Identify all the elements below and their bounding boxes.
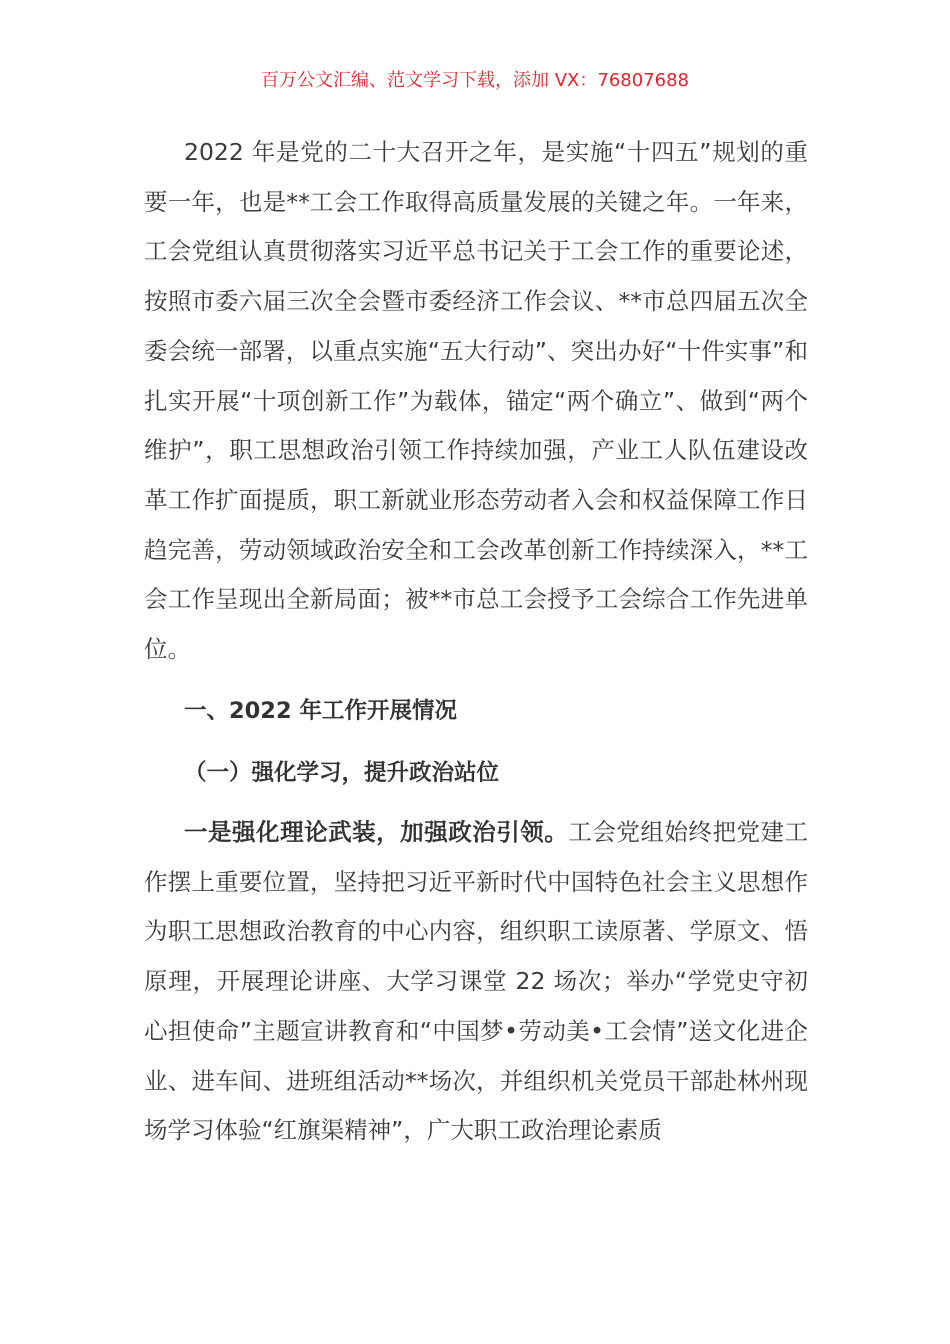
promo-header: 百万公文汇编、范文学习下载，添加 VX：76807688 <box>261 70 689 91</box>
point-one-body: 工会党组始终把党建工作摆上重要位置，坚持把习近平新时代中国特色社会主义思想作为职工思想政治教育的中心内容，组织职工读原著、学原文、悟原理，开展理论讲座、大学习课堂 22 场次；举办“学党史守初心担使命”主题宣讲教育和“中国梦•劳动美•工会情”送文化进企业、进车间、进班组活动**场次，并组织机关党员干部赴林州现场学习体验“红旗渠精神”，广大职工政治理论素质 <box>144 818 809 1145</box>
subsection-heading: （一）强化学习，提升政治站位 <box>184 760 500 786</box>
point-one-paragraph <box>144 808 808 1156</box>
section-heading: 一、2022 年工作开展情况 <box>184 698 457 724</box>
point-one-lead: 一是强化理论武装，加强政治引领。 <box>184 818 569 846</box>
intro-paragraph: 2022 年是党的二十大召开之年，是实施“十四五”规划的重要一年，也是**工会工作取得高质量发展的关键之年。一年来，工会党组认真贯彻落实习近平总书记关于工会工作的重要论述，按照市委六届三次全会暨市委经济工作会议、**市总四届五次全委会统一部署，以重点实施“五大行动”、突出办好“十件实事”和扎实开展“十项创新工作”为载体，锚定“两个确立”、做到“两个维护”，职工思想政治引领工作持续加强，产业工人队伍建设改革工作扩面提质，职工新就业形态劳动者入会和权益保障工作日趋完善，劳动领域政治安全和工会改革创新工作持续深入，**工会工作呈现出全新局面；被**市总工会授予工会综合工作先进单位。 <box>144 138 808 664</box>
